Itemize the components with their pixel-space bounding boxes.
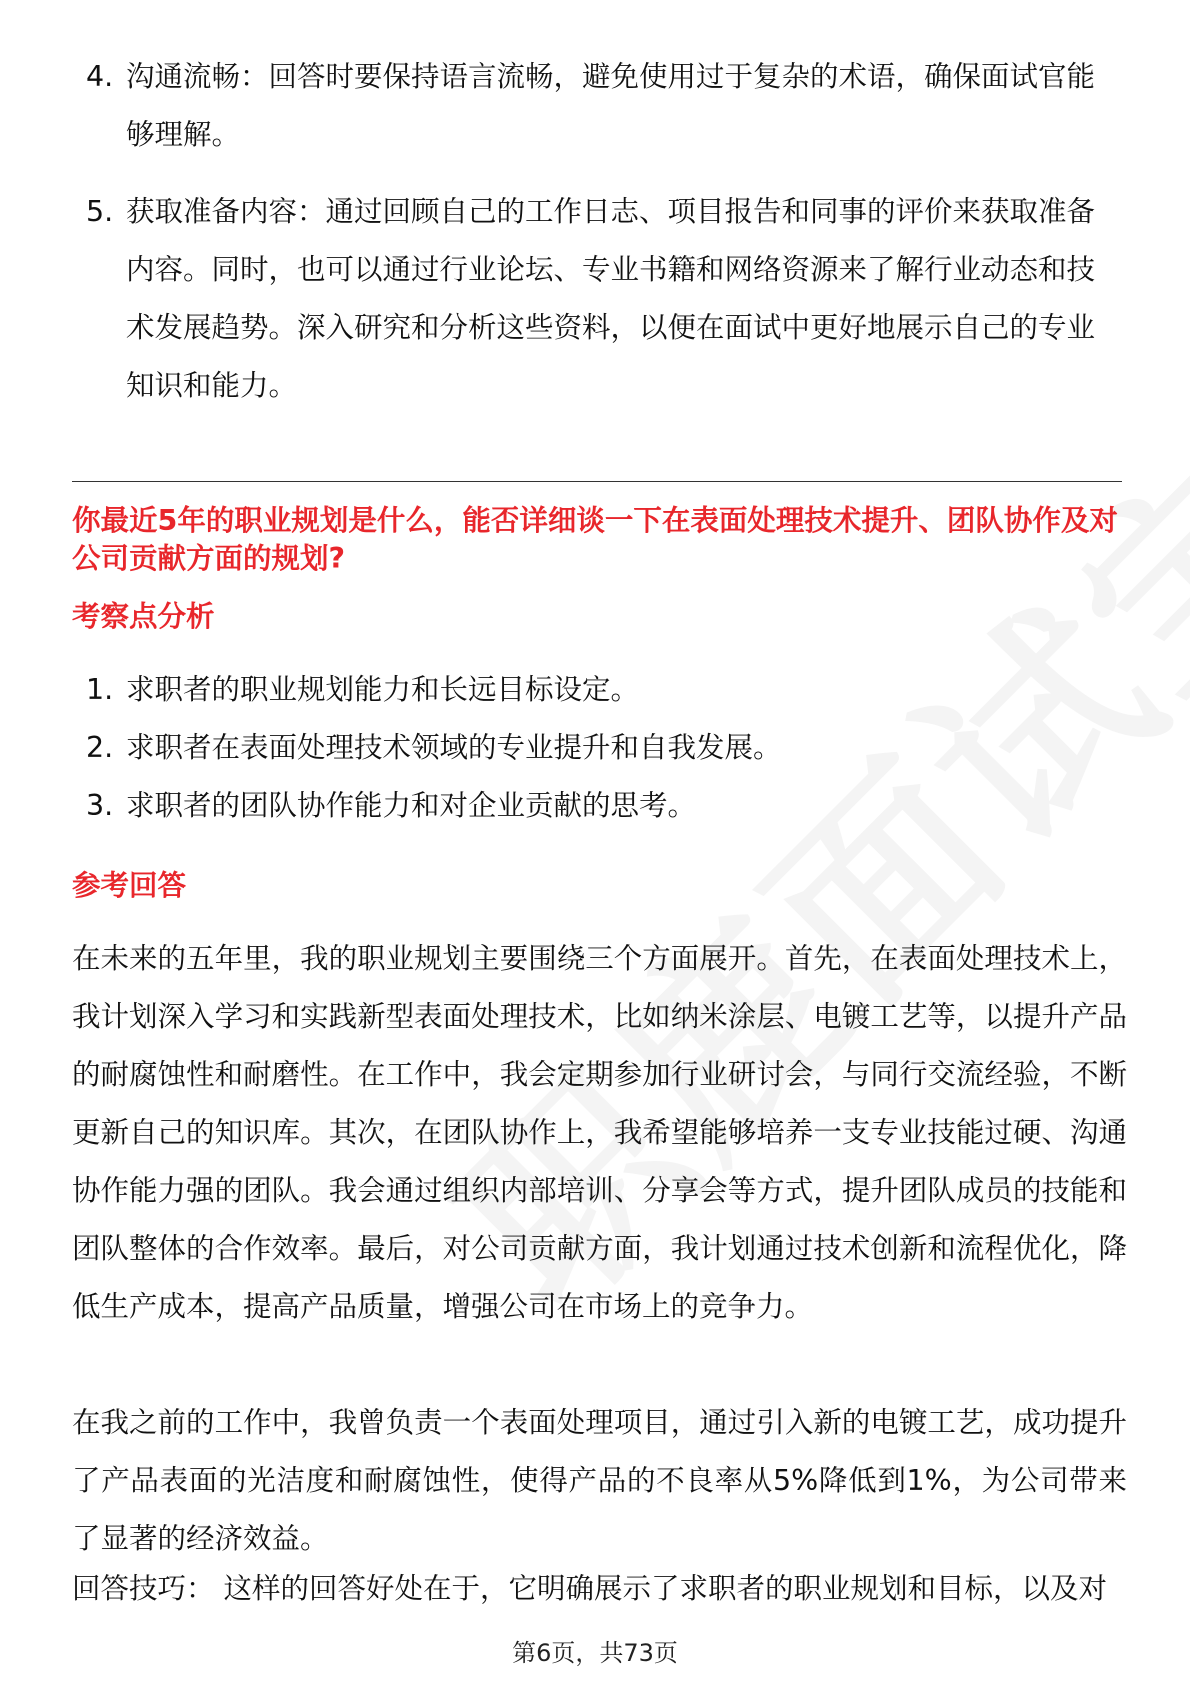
list-item — [72, 183, 1122, 415]
list-text: 求职者的职业规划能力和长远目标设定。 — [126, 673, 640, 706]
list-number: 5. — [86, 195, 114, 228]
list-text: 获取准备内容：通过回顾自己的工作日志、项目报告和同事的评价来获取准备内容。同时，也可以通过行业论坛、专业书籍和网络资源来了解行业动态和技术发展趋势。深入研究和分析这些资料，以便在面试中更好地展示自己的专业知识和能力。 — [126, 195, 1096, 402]
list-number: 3. — [86, 789, 114, 822]
answer-paragraph: 在未来的五年里，我的职业规划主要围绕三个方面展开。首先，在表面处理技术上，我计划深入学习和实践新型表面处理技术，比如纳米涂层、电镀工艺等，以提升产品的耐腐蚀性和耐磨性。在工作中，我会定期参加行业研讨会，与同行交流经验，不断更新自己的知识库。其次，在团队协作上，我希望能够培养一支专业技能过硬、沟通协作能力强的团队。我会通过组织内部培训、分享会等方式，提升团队成员的技能和团队整体的合作效率。最后，对公司贡献方面，我计划通过技术创新和流程优化，降低生产成本，提高产品质量，增强公司在市场上的竞争力。 — [72, 942, 1127, 1323]
question-heading: 你最近5年的职业规划是什么，能否详细谈一下在表面处理技术提升、团队协作及对公司贡献方面的规划? — [72, 504, 1118, 575]
list-item — [72, 719, 1122, 777]
list-item — [72, 777, 1122, 835]
list-text: 沟通流畅：回答时要保持语言流畅，避免使用过于复杂的术语，确保面试官能够理解。 — [126, 60, 1096, 151]
list-number: 4. — [86, 60, 114, 93]
answer-tips: 回答技巧： 这样的回答好处在于，它明确展示了求职者的职业规划和目标，以及对 — [72, 1572, 1108, 1605]
analysis-list — [72, 661, 1122, 835]
list-text: 求职者在表面处理技术领域的专业提升和自我发展。 — [126, 731, 782, 764]
analysis-heading: 考察点分析 — [72, 600, 215, 633]
list-item — [72, 48, 1122, 164]
list-item — [72, 661, 1122, 719]
list-number: 1. — [86, 673, 114, 706]
answer-paragraph: 在我之前的工作中，我曾负责一个表面处理项目，通过引入新的电镀工艺，成功提升了产品表面的光洁度和耐腐蚀性，使得产品的不良率从5%降低到1%，为公司带来了显著的经济效益。 — [72, 1406, 1127, 1555]
list-text: 求职者的团队协作能力和对企业贡献的思考。 — [126, 789, 697, 822]
answer-heading: 参考回答 — [72, 869, 187, 902]
list-number: 2. — [86, 731, 114, 764]
page-number: 第6页，共73页 — [512, 1639, 678, 1667]
section-divider — [72, 481, 1122, 482]
